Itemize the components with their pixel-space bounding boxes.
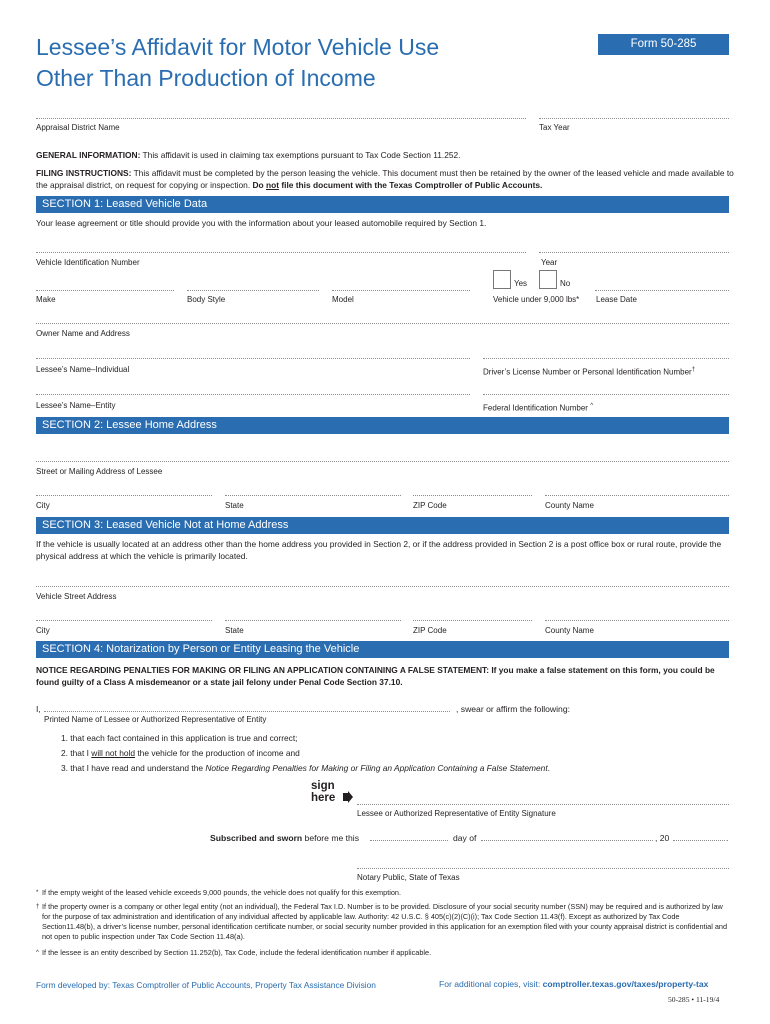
under-9000-yes-checkbox[interactable] — [493, 270, 511, 289]
sworn-period: . — [726, 833, 729, 843]
here-word: here — [311, 792, 336, 804]
lessee-state-label: State — [225, 501, 244, 510]
notary-field[interactable] — [357, 868, 729, 869]
section3-header — [36, 517, 729, 534]
section1-title: SECTION 1: Leased Vehicle Data — [42, 198, 208, 210]
owner-field[interactable] — [36, 323, 729, 324]
lessee-city-label: City — [36, 501, 50, 510]
lessee-state-field[interactable] — [225, 495, 401, 496]
lessee-county-field[interactable] — [545, 495, 729, 496]
penalty-notice: NOTICE REGARDING PENALTIES FOR MAKING OR FILING AN APPLICATION CONTAINING A FALSE STATEMENT: If you make a false statement on this form, you could be found guilty of a Class A misdemeanor or a state jail felony under Penal Code Section 37.10. — [36, 665, 715, 687]
year-label: Year — [541, 258, 558, 267]
tax-year-field[interactable] — [539, 118, 729, 119]
vin-field[interactable] — [36, 252, 526, 253]
federal-id-field[interactable] — [483, 394, 729, 395]
form-title — [36, 32, 439, 94]
twenty-label: , 20 — [655, 833, 670, 843]
federal-id-label: Federal Identification Number ^ — [483, 403, 594, 413]
lessee-street-field[interactable] — [36, 461, 729, 462]
sworn-day-field[interactable] — [370, 840, 448, 841]
lease-date-label: Lease Date — [596, 295, 637, 304]
section4-header — [36, 641, 729, 658]
notary-label: Notary Public, State of Texas — [357, 873, 460, 882]
under-9000-label: Vehicle under 9,000 lbs* — [493, 295, 580, 304]
vin-label: Vehicle Identification Number — [36, 258, 140, 267]
section3-intro: If the vehicle is usually located at an address other than the home address you provided in Section 2, or if the address provided in Section 2 is a post office box or rural route, provide the physical address at which the vehicle is primarily located. — [36, 539, 722, 561]
signature-field[interactable] — [357, 804, 729, 805]
subscribed-sworn: Subscribed and sworn before me this — [210, 833, 360, 843]
lessee-county-label: County Name — [545, 501, 594, 510]
dl-number-label: Driver’s License Number or Personal Identification Number† — [483, 367, 696, 377]
form-number-badge: Form 50-285 — [598, 34, 729, 55]
body-style-label: Body Style — [187, 295, 226, 304]
lease-date-field[interactable] — [595, 290, 729, 291]
general-information — [36, 149, 736, 161]
section2-title: SECTION 2: Lessee Home Address — [42, 419, 217, 431]
lessee-city-field[interactable] — [36, 495, 212, 496]
filing-instructions-label: FILING INSTRUCTIONS: — [36, 168, 132, 178]
sign-word: sign — [311, 780, 335, 792]
vehicle-county-label: County Name — [545, 626, 594, 635]
yes-label: Yes — [514, 279, 528, 288]
model-field[interactable] — [332, 290, 470, 291]
affirm-item-3: 3. that I have read and understand the Notice Regarding Penalties for Making or Filing an Application Containing a False Statement. — [61, 763, 550, 773]
vehicle-zip-field[interactable] — [413, 620, 532, 621]
model-label: Model — [332, 295, 354, 304]
section1-header — [36, 196, 729, 213]
vehicle-city-label: City — [36, 626, 50, 635]
year-field[interactable] — [539, 252, 729, 253]
i-prefix: I, — [36, 704, 41, 714]
signature-label: Lessee or Authorized Representative of Entity Signature — [357, 809, 556, 818]
filing-instructions-bold1: Do — [252, 180, 266, 190]
body-style-field[interactable] — [187, 290, 319, 291]
sworn-year-field[interactable] — [673, 840, 725, 841]
make-field[interactable] — [36, 290, 174, 291]
sworn-month-field[interactable] — [481, 840, 653, 841]
sign-here-marker — [311, 780, 335, 804]
printed-name-label: Printed Name of Lessee or Authorized Representative of Entity — [44, 715, 267, 724]
owner-label: Owner Name and Address — [36, 329, 130, 338]
affirm-item-2: 2. that I will not hold the vehicle for the production of income and — [61, 748, 300, 758]
section1-intro: Your lease agreement or title should provide you with the information about your leased automobile required by Section 1. — [36, 218, 487, 228]
vehicle-zip-label: ZIP Code — [413, 626, 447, 635]
affirm-item-1: 1. that each fact contained in this application is true and correct; — [61, 733, 298, 743]
filing-instructions-bold2: file this document with the Texas Comptroller of Public Accounts. — [279, 180, 543, 190]
day-of-label: day of — [453, 833, 477, 843]
footnote-dagger: † If the property owner is a company or other legal entity (not an individual), the Federal Tax I.D. Number is to be provided. Disclosure of your social security number (SSN) may be required and is authorized by law for the purpose of tax administration and identification of any individual affected by applicable law. Authority: 42 U.S.C. § 405(c)(2)(C)(i); Tax Code Section 11.43(f). Except as authorized by Tax Code Section11.48(b), a driver’s license number, personal identification certificate number, or social security number provided in this application for an exemption filed with your county appraisal district is confidential and not open to public inspection under Tax Code Section 11.48(a). — [36, 902, 728, 941]
no-label: No — [560, 279, 571, 288]
lessee-street-label: Street or Mailing Address of Lessee — [36, 467, 163, 476]
filing-instructions — [36, 167, 736, 191]
lessee-zip-field[interactable] — [413, 495, 532, 496]
vehicle-state-field[interactable] — [225, 620, 401, 621]
footer-form-code: 50-285 • 11-19/4 — [668, 995, 720, 1004]
general-information-label: GENERAL INFORMATION: — [36, 150, 141, 160]
form-title-line1: Lessee’s Affidavit for Motor Vehicle Use — [36, 34, 440, 60]
dl-number-field[interactable] — [483, 358, 729, 359]
make-label: Make — [36, 295, 56, 304]
appraisal-district-field[interactable] — [36, 118, 526, 119]
footer-copies: For additional copies, visit: comptroller.texas.gov/taxes/property-tax — [439, 979, 709, 989]
vehicle-state-label: State — [225, 626, 244, 635]
vehicle-street-label: Vehicle Street Address — [36, 592, 117, 601]
footnote-star: * If the empty weight of the leased vehicle exceeds 9,000 pounds, the vehicle does not qualify for this exemption. — [36, 888, 401, 897]
lessee-entity-field[interactable] — [36, 394, 470, 395]
filing-instructions-text: This affidavit must be completed by the person leasing the vehicle. This document must then be retained by the owner of the leased vehicle and made available to the appraisal district, on request for copying or inspection. — [36, 168, 734, 190]
section2-header — [36, 417, 729, 434]
form-title-line2: Other Than Production of Income — [36, 65, 376, 91]
swear-text: , swear or affirm the following: — [456, 704, 570, 714]
appraisal-district-label: Appraisal District Name — [36, 123, 120, 132]
lessee-individual-label: Lessee’s Name–Individual — [36, 365, 130, 374]
footer-copies-link[interactable]: comptroller.texas.gov/taxes/property-tax — [542, 979, 709, 989]
general-information-text: This affidavit is used in claiming tax exemptions pursuant to Tax Code Section 11.252. — [140, 150, 461, 160]
lessee-entity-label: Lessee’s Name–Entity — [36, 401, 116, 410]
printed-name-field[interactable] — [44, 711, 450, 712]
lessee-individual-field[interactable] — [36, 358, 470, 359]
under-9000-no-checkbox[interactable] — [539, 270, 557, 289]
vehicle-street-field[interactable] — [36, 586, 729, 587]
section4-title: SECTION 4: Notarization by Person or Entity Leasing the Vehicle — [42, 643, 360, 655]
vehicle-county-field[interactable] — [545, 620, 729, 621]
lessee-zip-label: ZIP Code — [413, 501, 447, 510]
sign-here-arrow-icon — [343, 791, 353, 803]
filing-instructions-not: not — [265, 180, 280, 190]
vehicle-city-field[interactable] — [36, 620, 212, 621]
section3-title: SECTION 3: Leased Vehicle Not at Home Address — [42, 519, 289, 531]
footnote-caret: ^ If the lessee is an entity described by Section 11.252(b), Tax Code, include the federal identification number if applicable. — [36, 948, 432, 957]
footer-developed-by: Form developed by: Texas Comptroller of Public Accounts, Property Tax Assistance Division — [36, 980, 376, 990]
tax-year-label: Tax Year — [539, 123, 570, 132]
